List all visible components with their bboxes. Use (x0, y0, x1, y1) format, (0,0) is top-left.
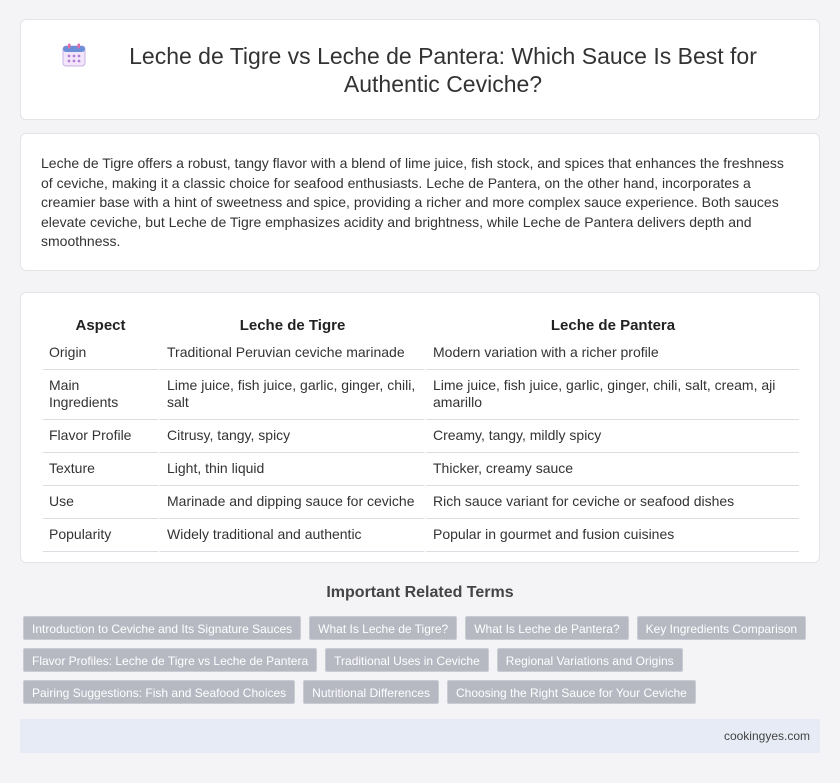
intro-card (20, 133, 820, 271)
related-terms-list (23, 616, 823, 712)
column-header: Leche de Pantera (424, 313, 799, 337)
page-title: Leche de Tigre vs Leche de Pantera: Which Sauce Is Best for Authentic Ceviche? (129, 42, 757, 97)
table-row (43, 486, 799, 519)
table-cell: Citrusy, tangy, spicy (158, 420, 424, 453)
table-cell: Origin (43, 337, 158, 370)
table-row (43, 337, 799, 370)
table-cell: Modern variation with a richer profile (424, 337, 799, 370)
site-name[interactable]: cookingyes.com (723, 729, 810, 743)
table-cell: Light, thin liquid (158, 453, 424, 486)
intro-paragraph: Leche de Tigre offers a robust, tangy flavor with a blend of lime juice, fish stock, and spices that enhances the freshness of ceviche, making it a classic choice for seafood enthusiasts. Leche de Pantera, on the other hand, incorporates a creamier base with a hint of sweetness and spice, providing a richer and more complex sauce experience. Both sauces elevate ceviche, but Leche de Tigre emphasizes acidity and brightness, while Leche de Pantera delivers depth and smoothness. (41, 155, 784, 249)
table-row (43, 519, 799, 552)
table-row (43, 420, 799, 453)
table-cell: Flavor Profile (43, 420, 158, 453)
table-header-row (43, 313, 799, 337)
footer (20, 719, 820, 753)
table-cell: Main Ingredients (43, 370, 158, 420)
table-cell: Rich sauce variant for ceviche or seafood dishes (424, 486, 799, 519)
related-term-tag[interactable]: What Is Leche de Pantera? (465, 616, 628, 640)
header-card (20, 19, 820, 120)
table-cell: Lime juice, fish juice, garlic, ginger, chili, salt (158, 370, 424, 420)
table-cell: Texture (43, 453, 158, 486)
column-header: Leche de Tigre (158, 313, 424, 337)
table-cell: Creamy, tangy, mildly spicy (424, 420, 799, 453)
table-cell: Use (43, 486, 158, 519)
table-cell: Marinade and dipping sauce for ceviche (158, 486, 424, 519)
related-term-tag[interactable]: Introduction to Ceviche and Its Signature Sauces (23, 616, 301, 640)
table-cell: Thicker, creamy sauce (424, 453, 799, 486)
column-header: Aspect (75, 317, 126, 334)
table-row (43, 370, 799, 420)
comparison-table-card (20, 292, 820, 563)
related-term-tag[interactable]: Regional Variations and Origins (497, 648, 683, 672)
related-term-tag[interactable]: Flavor Profiles: Leche de Tigre vs Leche de Pantera (23, 648, 317, 672)
related-term-tag[interactable]: Traditional Uses in Ceviche (325, 648, 489, 672)
table-cell: Popularity (43, 519, 158, 552)
related-term-tag[interactable]: What Is Leche de Tigre? (309, 616, 457, 640)
table-cell: Popular in gourmet and fusion cuisines (424, 519, 799, 552)
comparison-table (43, 313, 799, 552)
related-term-tag[interactable]: Choosing the Right Sauce for Your Ceviche (447, 680, 696, 704)
table-row (43, 453, 799, 486)
table-cell: Lime juice, fish juice, garlic, ginger, chili, salt, cream, aji amarillo (424, 370, 799, 420)
calendar-icon (61, 42, 87, 68)
related-term-tag[interactable]: Nutritional Differences (303, 680, 439, 704)
related-term-tag[interactable]: Key Ingredients Comparison (637, 616, 806, 640)
table-cell: Traditional Peruvian ceviche marinade (158, 337, 424, 370)
related-term-tag[interactable]: Pairing Suggestions: Fish and Seafood Choices (23, 680, 295, 704)
related-terms-title: Important Related Terms (326, 584, 514, 601)
table-cell: Widely traditional and authentic (158, 519, 424, 552)
